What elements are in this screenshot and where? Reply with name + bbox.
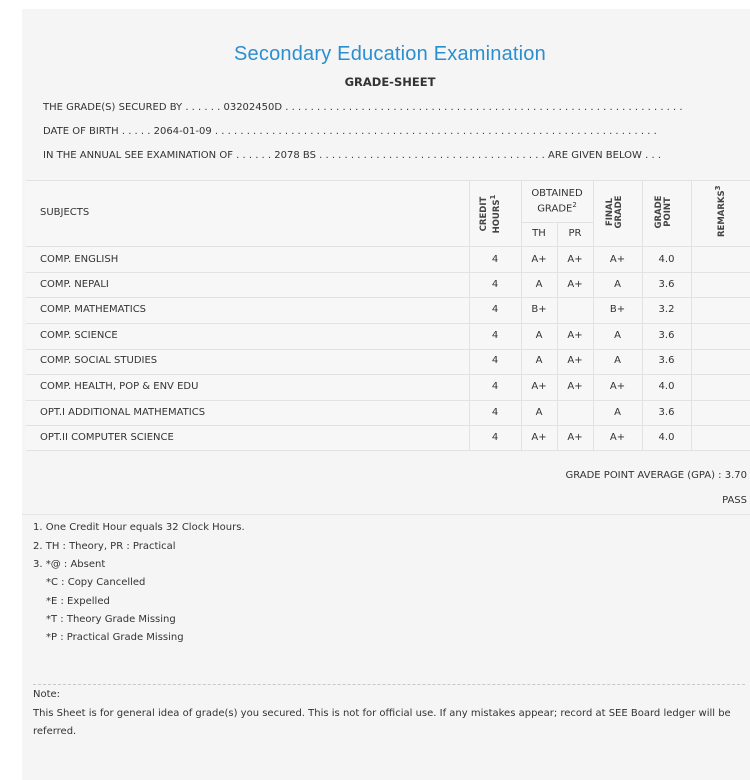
table-divider [26,272,750,273]
final-grade: A [614,330,621,341]
header-pr: PR [568,228,582,239]
page-title: Secondary Education Examination [234,43,546,65]
final-grade: A [614,407,621,418]
credit-hours: 4 [491,330,499,341]
exam-line: IN THE ANNUAL SEE EXAMINATION OF . . . . . . 2078 BS . . . . . . . . . . . . . . . . . . . . . . . . . . . . . . . . . . . . ARE GIVEN BELOW . . . [43,150,662,161]
table-divider [26,400,750,401]
grade-point: 3.2 [658,304,675,315]
theory-grade: A [535,355,543,366]
header-obtained-grade: GRADE$^2$ [537,201,577,215]
section-divider [22,514,750,515]
table-divider [26,246,750,247]
subject-name: COMP. ENGLISH [40,254,119,265]
credit-hours: 4 [491,381,499,392]
subject-name: COMP. NEPALI [40,279,109,290]
final-grade: A [614,355,621,366]
subject-name: COMP. SOCIAL STUDIES [40,355,158,366]
note-divider [33,684,745,685]
subject-name: OPT.II COMPUTER SCIENCE [40,432,174,443]
header-remarks: REMARKS$^3$ [714,185,727,237]
theory-grade: A [535,407,543,418]
final-grade: A+ [609,381,626,392]
header-obtained: OBTAINED [531,188,583,199]
footnote-3-theory-missing: *T : Theory Grade Missing [46,614,176,625]
theory-grade: A [535,330,543,341]
table-divider [26,180,750,181]
final-grade: A [614,279,621,290]
table-divider [26,374,750,375]
table-divider [691,180,692,451]
table-divider [26,349,750,350]
subject-name: OPT.I ADDITIONAL MATHEMATICS [40,407,206,418]
subject-name: COMP. HEALTH, POP & ENV EDU [40,381,199,392]
grade-point: 4.0 [658,381,675,392]
table-divider [26,425,750,426]
subject-name: COMP. SCIENCE [40,330,118,341]
footnote-1: 1. One Credit Hour equals 32 Clock Hours. [33,522,245,533]
table-divider [26,297,750,298]
theory-grade: A+ [531,254,547,265]
header-final-grade: FINAL GRADE [605,195,624,229]
credit-hours: 4 [491,279,499,290]
credit-hours: 4 [491,304,499,315]
grade-point: 4.0 [658,254,675,265]
credit-hours: 4 [491,432,499,443]
grade-point: 3.6 [658,279,675,290]
footnote-3-copy-cancelled: *C : Copy Cancelled [46,577,146,588]
practical-grade: A+ [567,330,583,341]
credit-hours: 4 [491,407,499,418]
header-subjects: SUBJECTS [40,207,90,218]
final-grade: A+ [609,432,626,443]
practical-grade: A+ [567,279,583,290]
practical-grade: A+ [567,381,583,392]
credit-hours: 4 [491,355,499,366]
theory-grade: A+ [531,381,547,392]
footnote-3: 3. *@ : Absent [33,559,106,570]
table-divider [521,222,593,223]
subject-name: COMP. MATHEMATICS [40,304,147,315]
dob-line: DATE OF BIRTH . . . . . 2064-01-09 . . . . . . . . . . . . . . . . . . . . . . . . . . . . . . . . . . . . . . . . . . . . . . . . . . . . . . . . . . . . . . . . . . . . . . [43,126,657,137]
footnote-3-practical-missing: *P : Practical Grade Missing [46,632,184,643]
page-subtitle: GRADE-SHEET [344,75,436,89]
practical-grade: A+ [567,254,583,265]
header-th: TH [532,228,546,239]
header-grade-point: GRADE POINT [654,195,673,229]
table-divider [26,450,750,451]
practical-grade: A+ [567,432,583,443]
theory-grade: B+ [531,304,547,315]
practical-grade: A+ [567,355,583,366]
grade-point: 3.6 [658,355,675,366]
theory-grade: A+ [531,432,547,443]
secured-by-line: THE GRADE(S) SECURED BY . . . . . . 03202450D . . . . . . . . . . . . . . . . . . . . . . . . . . . . . . . . . . . . . . . . . . . . . . . . . . . . . . . . . . . . . . . [43,102,683,113]
grade-point: 4.0 [658,432,675,443]
note-text: This Sheet is for general idea of grade(s) you secured. This is not for official use. If any mistakes appear; record at SEE Board ledger will be referred. [33,708,731,737]
header-credit-hours: CREDIT HOURS$^1$ [479,194,502,234]
grade-table [26,180,750,451]
grade-point: 3.6 [658,330,675,341]
gpa-value: GRADE POINT AVERAGE (GPA) : 3.70 [565,470,747,481]
note-label: Note: [33,689,61,700]
credit-hours: 4 [491,254,499,265]
table-divider [26,323,750,324]
final-grade: B+ [609,304,626,315]
footnote-3-expelled: *E : Expelled [46,596,110,607]
theory-grade: A [535,279,543,290]
footnote-2: 2. TH : Theory, PR : Practical [33,541,176,552]
grade-sheet [22,9,750,780]
result-status: PASS [722,495,747,506]
final-grade: A+ [609,254,626,265]
grade-point: 3.6 [658,407,675,418]
